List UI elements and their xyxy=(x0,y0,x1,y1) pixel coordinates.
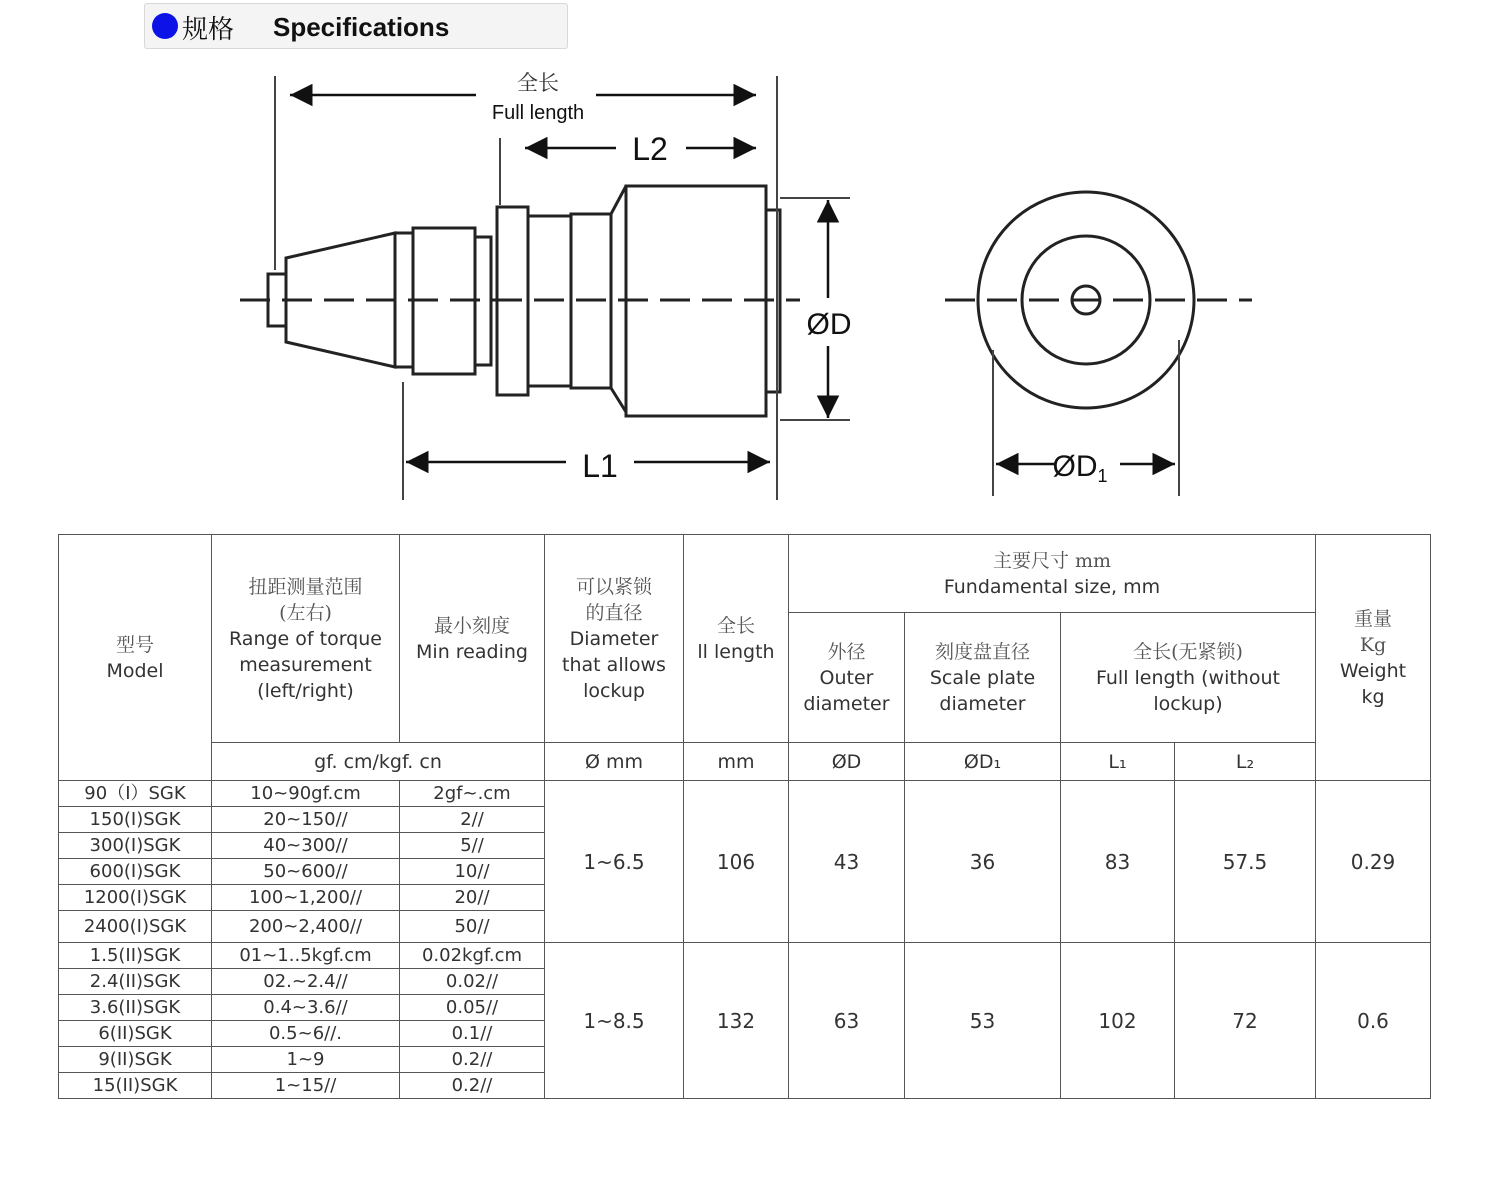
cell-min: 10// xyxy=(400,859,545,885)
cell-model: 90（I）SGK xyxy=(59,781,212,807)
d1-label-main: ØD xyxy=(1052,450,1098,483)
section-title-cn: 规格 xyxy=(182,15,235,45)
cell-model: 300(I)SGK xyxy=(59,833,212,859)
cell-min: 20// xyxy=(400,885,545,911)
table-row xyxy=(59,943,1431,969)
cell-min: 0.2// xyxy=(400,1047,545,1073)
header-min-cn: 最小刻度 xyxy=(433,614,510,637)
cell-min: 2// xyxy=(400,807,545,833)
header-min-en: Min reading xyxy=(416,640,528,663)
l2-label: L2 xyxy=(632,131,668,167)
header-range-en3: (left/right) xyxy=(257,679,354,702)
header-length-en: ll length xyxy=(697,640,775,663)
cell-weight-group2: 0.6 xyxy=(1316,943,1431,1099)
section-title-en: Specifications xyxy=(273,12,450,42)
cell-range: 10~90gf.cm xyxy=(212,781,400,807)
header-lock-cn2: 的直径 xyxy=(585,601,643,624)
header-lock-cn1: 可以紧锁 xyxy=(575,575,652,598)
header-lock-en1: Diameter xyxy=(569,627,659,650)
header-range-en1: Range of torque xyxy=(229,627,382,650)
cell-min: 5// xyxy=(400,833,545,859)
cell-min: 2gf~.cm xyxy=(400,781,545,807)
cell-min: 0.02// xyxy=(400,969,545,995)
header-weight-cn2: Kg xyxy=(1359,633,1387,656)
d1-label-sub: 1 xyxy=(1097,466,1108,486)
table-row xyxy=(59,781,1431,807)
header-fl-en1: Full length (without xyxy=(1096,666,1280,689)
cell-range: 50~600// xyxy=(212,859,400,885)
header-outer-en2: diameter xyxy=(803,692,890,715)
header-range-cn2: (左右) xyxy=(279,601,332,624)
cell-min: 0.05// xyxy=(400,995,545,1021)
cell-model: 600(I)SGK xyxy=(59,859,212,885)
spec-table xyxy=(58,534,1431,1099)
header-fl-cn: 全长(无紧锁) xyxy=(1133,640,1243,663)
header-lock-en2: that allows xyxy=(562,653,666,676)
full-length-label-cn: 全长 xyxy=(517,71,559,95)
cell-l1-group1: 83 xyxy=(1061,781,1175,943)
cell-range: 20~150// xyxy=(212,807,400,833)
header-fund-en: Fundamental size, mm xyxy=(943,575,1161,598)
cell-d1-group2: 53 xyxy=(905,943,1061,1099)
header-weight-en2: kg xyxy=(1361,685,1385,708)
unit-d1: ØD₁ xyxy=(905,743,1061,781)
header-outer-cn: 外径 xyxy=(827,640,866,663)
cell-range: 02.~2.4// xyxy=(212,969,400,995)
unit-torque: gf. cm/kgf. cn xyxy=(212,743,545,781)
header-outer-en1: Outer xyxy=(819,666,874,689)
header-range-en2: measurement xyxy=(239,653,372,676)
cell-length-group2: 132 xyxy=(684,943,789,1099)
cell-model: 6(II)SGK xyxy=(59,1021,212,1047)
cell-lock-group2: 1~8.5 xyxy=(545,943,684,1099)
header-min-reading xyxy=(400,535,545,743)
cell-l1-group2: 102 xyxy=(1061,943,1175,1099)
cell-min: 0.2// xyxy=(400,1073,545,1099)
cell-model: 2400(I)SGK xyxy=(59,911,212,943)
cell-model: 9(II)SGK xyxy=(59,1047,212,1073)
d1-label xyxy=(1052,450,1107,486)
cell-range: 100~1,200// xyxy=(212,885,400,911)
cell-d-group1: 43 xyxy=(789,781,905,943)
cell-l2-group1: 57.5 xyxy=(1175,781,1316,943)
header-range-cn1: 扭距测量范围 xyxy=(248,575,363,598)
header-model-cn: 型号 xyxy=(115,633,154,656)
header-range xyxy=(212,535,400,743)
cell-model: 150(I)SGK xyxy=(59,807,212,833)
header-outer-diameter xyxy=(789,613,905,743)
l1-label: L1 xyxy=(582,448,618,484)
unit-lock: Ø mm xyxy=(545,743,684,781)
header-weight xyxy=(1316,535,1431,781)
cell-range: 200~2,400// xyxy=(212,911,400,943)
cell-length-group1: 106 xyxy=(684,781,789,943)
d-label: ØD xyxy=(806,308,852,341)
cell-model: 2.4(II)SGK xyxy=(59,969,212,995)
cell-range: 0.5~6//. xyxy=(212,1021,400,1047)
cell-model: 1.5(II)SGK xyxy=(59,943,212,969)
header-weight-cn1: 重量 xyxy=(1353,607,1392,630)
unit-d: ØD xyxy=(789,743,905,781)
cell-d1-group1: 36 xyxy=(905,781,1061,943)
cell-range: 1~9 xyxy=(212,1047,400,1073)
cell-range: 40~300// xyxy=(212,833,400,859)
header-scale-en2: diameter xyxy=(939,692,1026,715)
header-scale-cn: 刻度盘直径 xyxy=(934,640,1030,663)
header-fundamental-size xyxy=(789,535,1316,613)
header-scale-plate xyxy=(905,613,1061,743)
unit-l1: L₁ xyxy=(1061,743,1175,781)
cell-min: 50// xyxy=(400,911,545,943)
cell-range: 0.4~3.6// xyxy=(212,995,400,1021)
header-length-cn: 全长 xyxy=(716,614,755,637)
cell-lock-group1: 1~6.5 xyxy=(545,781,684,943)
header-fl-en2: lockup) xyxy=(1153,692,1223,715)
cell-weight-group1: 0.29 xyxy=(1316,781,1431,943)
cell-range: 1~15// xyxy=(212,1073,400,1099)
cell-min: 0.02kgf.cm xyxy=(400,943,545,969)
header-length xyxy=(684,535,789,743)
header-full-length-without-lockup xyxy=(1061,613,1316,743)
full-length-label-en: Full length xyxy=(491,102,585,124)
cell-l2-group2: 72 xyxy=(1175,943,1316,1099)
header-lock-en3: lockup xyxy=(583,679,645,702)
header-fund-cn: 主要尺寸 mm xyxy=(992,549,1112,572)
table-units-row xyxy=(59,743,1431,781)
cell-range: 01~1..5kgf.cm xyxy=(212,943,400,969)
cell-model: 15(II)SGK xyxy=(59,1073,212,1099)
header-weight-en1: Weight xyxy=(1339,659,1407,682)
header-scale-en1: Scale plate xyxy=(929,666,1036,689)
cell-min: 0.1// xyxy=(400,1021,545,1047)
header-model-en: Model xyxy=(106,659,164,682)
header-model xyxy=(59,535,212,781)
unit-l2: L₂ xyxy=(1175,743,1316,781)
cell-model: 3.6(II)SGK xyxy=(59,995,212,1021)
table-header-row-1 xyxy=(59,535,1431,613)
unit-length: mm xyxy=(684,743,789,781)
header-lock-diameter xyxy=(545,535,684,743)
cell-d-group2: 63 xyxy=(789,943,905,1099)
cell-model: 1200(I)SGK xyxy=(59,885,212,911)
technical-drawing xyxy=(0,0,1500,520)
